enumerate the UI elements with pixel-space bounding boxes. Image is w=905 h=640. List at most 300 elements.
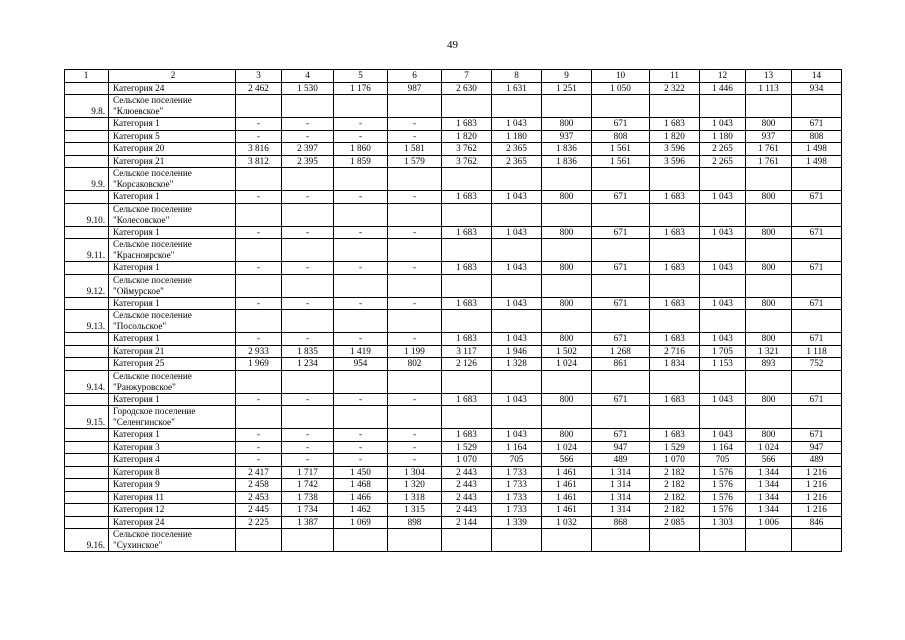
- value-cell: 1 314: [592, 466, 650, 479]
- value-cell: -: [388, 429, 442, 442]
- value-cell: [650, 274, 700, 297]
- table-row: [65, 82, 842, 95]
- value-cell: [334, 529, 388, 552]
- column-number-cell: 11: [650, 70, 700, 83]
- value-cell: [282, 370, 334, 393]
- value-cell: 752: [792, 358, 842, 371]
- value-cell: [236, 95, 282, 118]
- row-number-cell: 9.8.: [65, 95, 109, 118]
- value-cell: 2 443: [442, 491, 492, 504]
- value-cell: 954: [334, 358, 388, 371]
- row-number-cell: [65, 429, 109, 442]
- value-cell: 1 946: [492, 345, 542, 358]
- value-cell: 1 268: [592, 345, 650, 358]
- value-cell: [334, 95, 388, 118]
- value-cell: 1 733: [492, 504, 542, 517]
- value-cell: 671: [592, 226, 650, 239]
- value-cell: 1 742: [282, 479, 334, 492]
- value-cell: 800: [542, 429, 592, 442]
- value-cell: 1 683: [442, 191, 492, 204]
- value-cell: [542, 529, 592, 552]
- value-cell: -: [282, 429, 334, 442]
- value-cell: 1 461: [542, 504, 592, 517]
- value-cell: -: [388, 130, 442, 143]
- value-cell: -: [334, 118, 388, 131]
- column-number-cell: 2: [109, 70, 236, 83]
- value-cell: 1 032: [542, 516, 592, 529]
- value-cell: 1 631: [492, 82, 542, 95]
- value-cell: -: [282, 393, 334, 406]
- value-cell: [334, 406, 388, 429]
- value-cell: 2 933: [236, 345, 282, 358]
- value-cell: [334, 168, 388, 191]
- value-cell: 2 265: [700, 155, 746, 168]
- value-cell: [492, 168, 542, 191]
- value-cell: 1 164: [700, 441, 746, 454]
- value-cell: 2 265: [700, 143, 746, 156]
- name-line: Городское поселение: [113, 406, 196, 416]
- value-cell: 800: [542, 262, 592, 275]
- value-cell: [334, 203, 388, 226]
- value-cell: 1 153: [700, 358, 746, 371]
- value-cell: 1 304: [388, 466, 442, 479]
- value-cell: 1 498: [792, 143, 842, 156]
- value-cell: 1 683: [650, 429, 700, 442]
- table-row: [65, 516, 842, 529]
- value-cell: [792, 529, 842, 552]
- row-number-cell: 9.12.: [65, 274, 109, 297]
- value-cell: [388, 529, 442, 552]
- value-cell: 1 043: [492, 226, 542, 239]
- row-number-cell: 9.14.: [65, 370, 109, 393]
- value-cell: 2 417: [236, 466, 282, 479]
- row-number-cell: [65, 393, 109, 406]
- value-cell: 2 365: [492, 143, 542, 156]
- column-number-cell: 6: [388, 70, 442, 83]
- value-cell: 1 050: [592, 82, 650, 95]
- value-cell: [700, 168, 746, 191]
- value-cell: 1 043: [700, 333, 746, 346]
- value-cell: 1 321: [746, 345, 792, 358]
- column-number-cell: 5: [334, 70, 388, 83]
- value-cell: [442, 529, 492, 552]
- value-cell: 1 043: [492, 191, 542, 204]
- value-cell: [442, 310, 492, 333]
- row-number-cell: [65, 345, 109, 358]
- value-cell: 1 683: [650, 118, 700, 131]
- value-cell: [592, 239, 650, 262]
- value-cell: 893: [746, 358, 792, 371]
- name-line: "Ранжуровское": [113, 381, 176, 392]
- value-cell: -: [236, 262, 282, 275]
- category-name-cell: [109, 393, 236, 406]
- value-cell: [236, 203, 282, 226]
- value-cell: 1 314: [592, 479, 650, 492]
- table-row: [65, 491, 842, 504]
- value-cell: 1 581: [388, 143, 442, 156]
- value-cell: -: [282, 454, 334, 467]
- name-line: Сельское поселение: [113, 274, 192, 285]
- value-cell: 2 443: [442, 466, 492, 479]
- name-line: Категория 11: [113, 491, 164, 502]
- value-cell: 1 216: [792, 479, 842, 492]
- value-cell: -: [334, 441, 388, 454]
- row-number-cell: [65, 297, 109, 310]
- value-cell: 1 834: [650, 358, 700, 371]
- column-number-cell: 4: [282, 70, 334, 83]
- value-cell: -: [388, 191, 442, 204]
- value-cell: -: [282, 226, 334, 239]
- table-row: [65, 358, 842, 371]
- value-cell: [334, 370, 388, 393]
- name-line: "Оймурское": [113, 285, 164, 296]
- row-number-cell: [65, 333, 109, 346]
- value-cell: 1 836: [542, 143, 592, 156]
- value-cell: [334, 310, 388, 333]
- category-name-cell: [109, 118, 236, 131]
- settlement-name-cell: [109, 529, 236, 552]
- value-cell: 800: [746, 429, 792, 442]
- value-cell: 671: [792, 297, 842, 310]
- value-cell: 3 117: [442, 345, 492, 358]
- value-cell: 2 365: [492, 155, 542, 168]
- value-cell: -: [282, 191, 334, 204]
- row-number-cell: 9.11.: [65, 239, 109, 262]
- value-cell: 1 251: [542, 82, 592, 95]
- value-cell: 2 397: [282, 143, 334, 156]
- name-line: Категория 1: [113, 191, 160, 201]
- value-cell: 3 816: [236, 143, 282, 156]
- row-number-cell: [65, 504, 109, 517]
- settlement-name-cell: [109, 168, 236, 191]
- value-cell: [492, 274, 542, 297]
- value-cell: -: [388, 262, 442, 275]
- value-cell: 1 738: [282, 491, 334, 504]
- value-cell: [282, 168, 334, 191]
- value-cell: [542, 274, 592, 297]
- value-cell: -: [236, 118, 282, 131]
- value-cell: 1 683: [442, 393, 492, 406]
- value-cell: 671: [792, 191, 842, 204]
- value-cell: 1 320: [388, 479, 442, 492]
- value-cell: 937: [542, 130, 592, 143]
- value-cell: -: [282, 333, 334, 346]
- value-cell: [282, 239, 334, 262]
- name-line: Категория 21: [113, 155, 165, 166]
- row-number-cell: 9.10.: [65, 203, 109, 226]
- value-cell: 1 043: [700, 297, 746, 310]
- name-line: Сельское поселение: [113, 310, 192, 320]
- value-cell: 1 234: [282, 358, 334, 371]
- value-cell: [700, 203, 746, 226]
- name-line: "Красноярское": [113, 250, 175, 260]
- value-cell: 1 820: [650, 130, 700, 143]
- value-cell: 3 762: [442, 155, 492, 168]
- value-cell: 671: [592, 118, 650, 131]
- value-cell: 671: [592, 297, 650, 310]
- value-cell: -: [282, 262, 334, 275]
- value-cell: 1 502: [542, 345, 592, 358]
- value-cell: 868: [592, 516, 650, 529]
- value-cell: 1 468: [334, 479, 388, 492]
- value-cell: 1 043: [492, 118, 542, 131]
- value-cell: [746, 203, 792, 226]
- value-cell: [282, 203, 334, 226]
- row-number-cell: [65, 358, 109, 371]
- value-cell: 1 859: [334, 155, 388, 168]
- row-number-cell: [65, 516, 109, 529]
- settlement-name-cell: [109, 239, 236, 262]
- value-cell: -: [236, 393, 282, 406]
- settlement-row: [65, 239, 842, 262]
- value-cell: 1 683: [442, 226, 492, 239]
- category-name-cell: [109, 429, 236, 442]
- table-row: [65, 226, 842, 239]
- value-cell: 1 733: [492, 479, 542, 492]
- settlement-name-cell: [109, 406, 236, 429]
- row-number-cell: [65, 130, 109, 143]
- value-cell: [388, 406, 442, 429]
- value-cell: -: [282, 441, 334, 454]
- value-cell: 1 717: [282, 466, 334, 479]
- value-cell: 3 596: [650, 155, 700, 168]
- category-name-cell: [109, 358, 236, 371]
- row-number-cell: 9.13.: [65, 310, 109, 333]
- table-row: [65, 297, 842, 310]
- row-number-cell: [65, 479, 109, 492]
- value-cell: [236, 274, 282, 297]
- value-cell: [592, 95, 650, 118]
- value-cell: 1 498: [792, 155, 842, 168]
- category-name-cell: [109, 130, 236, 143]
- value-cell: [592, 406, 650, 429]
- value-cell: -: [282, 130, 334, 143]
- category-name-cell: [109, 262, 236, 275]
- value-cell: 1 461: [542, 466, 592, 479]
- value-cell: 1 303: [700, 516, 746, 529]
- category-name-cell: [109, 143, 236, 156]
- value-cell: 1 836: [542, 155, 592, 168]
- value-cell: 934: [792, 82, 842, 95]
- value-cell: 2 182: [650, 466, 700, 479]
- value-cell: [700, 529, 746, 552]
- value-cell: [334, 274, 388, 297]
- name-line: "Колесовское": [113, 214, 170, 225]
- value-cell: [746, 168, 792, 191]
- value-cell: 1 579: [388, 155, 442, 168]
- value-cell: 3 812: [236, 155, 282, 168]
- category-name-cell: [109, 491, 236, 504]
- value-cell: 1 733: [492, 491, 542, 504]
- value-cell: [746, 95, 792, 118]
- value-cell: [792, 239, 842, 262]
- name-line: Категория 4: [113, 454, 160, 464]
- value-cell: 1 461: [542, 491, 592, 504]
- column-number-cell: 10: [592, 70, 650, 83]
- value-cell: 1 216: [792, 466, 842, 479]
- value-cell: 2 322: [650, 82, 700, 95]
- value-cell: 1 315: [388, 504, 442, 517]
- value-cell: -: [334, 454, 388, 467]
- name-line: Категория 1: [113, 393, 160, 404]
- category-name-cell: [109, 441, 236, 454]
- value-cell: 1 344: [746, 504, 792, 517]
- value-cell: 489: [592, 454, 650, 467]
- value-cell: 1 069: [334, 516, 388, 529]
- settlement-row: [65, 370, 842, 393]
- value-cell: [542, 203, 592, 226]
- value-cell: 2 443: [442, 479, 492, 492]
- value-cell: 1 043: [700, 262, 746, 275]
- value-cell: 800: [746, 118, 792, 131]
- value-cell: [388, 370, 442, 393]
- category-name-cell: [109, 516, 236, 529]
- value-cell: 1 683: [442, 297, 492, 310]
- value-cell: [542, 239, 592, 262]
- name-line: Сельское поселение: [113, 203, 192, 214]
- value-cell: [700, 310, 746, 333]
- category-name-cell: [109, 226, 236, 239]
- row-number-cell: 9.9.: [65, 168, 109, 191]
- value-cell: [592, 529, 650, 552]
- category-name-cell: [109, 82, 236, 95]
- value-cell: [592, 203, 650, 226]
- value-cell: [282, 406, 334, 429]
- value-cell: 1 683: [442, 429, 492, 442]
- value-cell: 2 182: [650, 479, 700, 492]
- value-cell: 671: [792, 118, 842, 131]
- column-number-cell: 3: [236, 70, 282, 83]
- value-cell: 846: [792, 516, 842, 529]
- value-cell: -: [334, 393, 388, 406]
- value-cell: [542, 95, 592, 118]
- value-cell: [236, 239, 282, 262]
- value-cell: 671: [592, 333, 650, 346]
- settlement-name-cell: [109, 310, 236, 333]
- column-number-cell: 12: [700, 70, 746, 83]
- value-cell: 1 006: [746, 516, 792, 529]
- table-row: [65, 130, 842, 143]
- value-cell: 671: [592, 393, 650, 406]
- value-cell: [442, 239, 492, 262]
- settlement-row: [65, 310, 842, 333]
- value-cell: 705: [492, 454, 542, 467]
- category-name-cell: [109, 191, 236, 204]
- table-row: [65, 262, 842, 275]
- value-cell: [492, 310, 542, 333]
- value-cell: 1 176: [334, 82, 388, 95]
- value-cell: [700, 239, 746, 262]
- value-cell: 808: [592, 130, 650, 143]
- value-cell: 2 182: [650, 491, 700, 504]
- value-cell: 671: [792, 262, 842, 275]
- value-cell: [442, 370, 492, 393]
- table-row: [65, 155, 842, 168]
- value-cell: [442, 95, 492, 118]
- value-cell: -: [388, 454, 442, 467]
- value-cell: [592, 274, 650, 297]
- value-cell: 1 043: [492, 429, 542, 442]
- value-cell: -: [388, 297, 442, 310]
- value-cell: 1 576: [700, 466, 746, 479]
- table-row: [65, 454, 842, 467]
- value-cell: [236, 529, 282, 552]
- value-cell: 1 024: [746, 441, 792, 454]
- value-cell: [700, 95, 746, 118]
- value-cell: 705: [700, 454, 746, 467]
- value-cell: -: [236, 297, 282, 310]
- settlement-row: [65, 168, 842, 191]
- value-cell: 800: [542, 393, 592, 406]
- value-cell: [592, 370, 650, 393]
- value-cell: 1 683: [442, 262, 492, 275]
- category-name-cell: [109, 297, 236, 310]
- value-cell: [746, 406, 792, 429]
- value-cell: 1 344: [746, 466, 792, 479]
- value-cell: 1 860: [334, 143, 388, 156]
- value-cell: [650, 168, 700, 191]
- tariff-table: [64, 69, 842, 552]
- value-cell: 1 529: [442, 441, 492, 454]
- value-cell: 937: [746, 130, 792, 143]
- category-name-cell: [109, 454, 236, 467]
- value-cell: 1 820: [442, 130, 492, 143]
- value-cell: 2 144: [442, 516, 492, 529]
- value-cell: 1 339: [492, 516, 542, 529]
- value-cell: 1 446: [700, 82, 746, 95]
- value-cell: [492, 203, 542, 226]
- value-cell: 861: [592, 358, 650, 371]
- value-cell: 1 318: [388, 491, 442, 504]
- value-cell: [792, 406, 842, 429]
- name-line: Категория 8: [113, 466, 160, 477]
- table-row: [65, 441, 842, 454]
- value-cell: -: [388, 118, 442, 131]
- value-cell: [650, 95, 700, 118]
- column-number-cell: 14: [792, 70, 842, 83]
- value-cell: 1 216: [792, 504, 842, 517]
- value-cell: [388, 239, 442, 262]
- value-cell: -: [334, 297, 388, 310]
- value-cell: 2 462: [236, 82, 282, 95]
- value-cell: [792, 168, 842, 191]
- table-row: [65, 479, 842, 492]
- category-name-cell: [109, 155, 236, 168]
- value-cell: 1 761: [746, 155, 792, 168]
- category-name-cell: [109, 479, 236, 492]
- table-header-row: [65, 70, 842, 83]
- value-cell: 671: [792, 393, 842, 406]
- name-line: Категория 1: [113, 297, 160, 308]
- value-cell: 2 445: [236, 504, 282, 517]
- value-cell: 800: [542, 297, 592, 310]
- value-cell: 1 043: [492, 393, 542, 406]
- column-number-cell: 7: [442, 70, 492, 83]
- value-cell: [746, 274, 792, 297]
- table-row: [65, 345, 842, 358]
- name-line: Категория 21: [113, 345, 165, 356]
- value-cell: 800: [542, 118, 592, 131]
- value-cell: [388, 310, 442, 333]
- value-cell: [792, 95, 842, 118]
- value-cell: 671: [792, 226, 842, 239]
- value-cell: 1 530: [282, 82, 334, 95]
- value-cell: -: [334, 226, 388, 239]
- value-cell: 1 576: [700, 491, 746, 504]
- value-cell: 800: [746, 393, 792, 406]
- name-line: "Корсаковское": [113, 179, 174, 189]
- table-row: [65, 143, 842, 156]
